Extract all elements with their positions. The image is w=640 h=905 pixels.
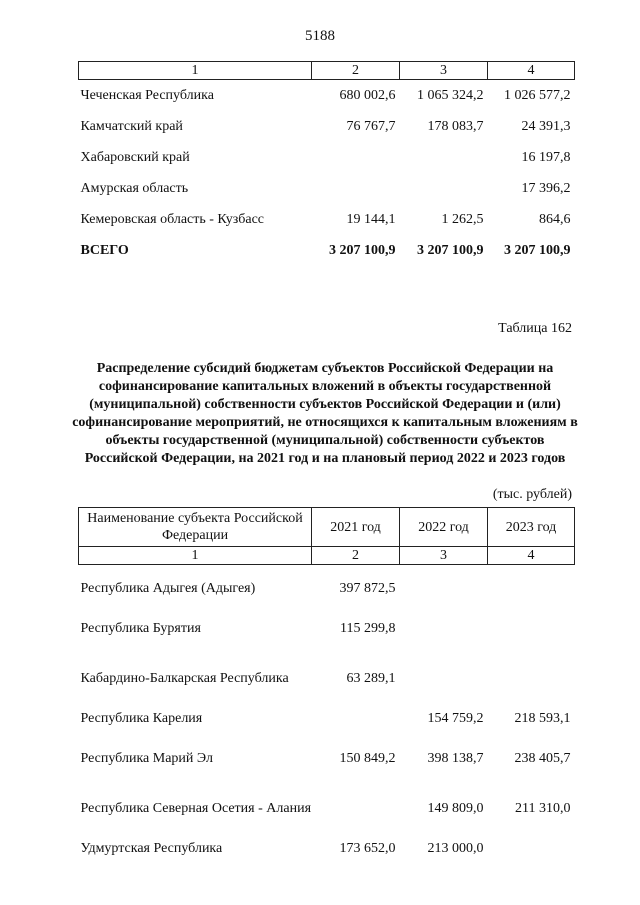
- value-2021: 173 652,0: [339, 841, 396, 856]
- page-number: 5188: [305, 28, 335, 44]
- value-2022: [400, 173, 488, 204]
- table-row: [79, 597, 575, 637]
- subsidy-table: [78, 507, 575, 857]
- value-2021: 680 002,6: [339, 87, 396, 103]
- region-name: Республика Адыгея (Адыгея): [80, 581, 256, 596]
- table-row: [79, 767, 575, 817]
- value-2023: 218 593,1: [514, 711, 571, 726]
- value-2022: [400, 637, 488, 687]
- value-2022: 178 083,7: [427, 118, 484, 134]
- column-index: 2: [312, 547, 400, 565]
- value-2021: 150 849,2: [339, 751, 396, 766]
- region-name: Кемеровская область - Кузбасс: [80, 211, 265, 227]
- region-name: Чеченская Республика: [80, 87, 214, 103]
- header-region: Наименование субъекта Российской Федерации: [79, 508, 312, 547]
- table-title: Распределение субсидий бюджетам субъектов Российской Федерации на софинансирование капитальных вложений в объекты государственной (муниципальной) собственности субъектов Российской Федерации и (или) софинансирование мероприятий, не относящихся к капитальным вложениям в объекты государственной (муниципальной) собственности субъектов Российской Федерации, на 2021 год и на плановый период 2022 и 2023 годов: [72, 361, 578, 466]
- value-2022: 149 809,0: [427, 801, 484, 816]
- total-row: [79, 235, 575, 266]
- value-2023: 24 391,3: [521, 118, 571, 134]
- region-name: Республика Марий Эл: [80, 751, 213, 766]
- column-index-row: [79, 62, 575, 80]
- table-row: [79, 727, 575, 767]
- table-row: [79, 204, 575, 235]
- column-index: 4: [488, 547, 575, 565]
- value-2022: 213 000,0: [427, 841, 484, 856]
- value-2023: 17 396,2: [521, 180, 571, 196]
- table-row: [79, 173, 575, 204]
- column-index: 3: [400, 62, 488, 80]
- value-2022: 398 138,7: [427, 751, 484, 766]
- header-2023: 2023 год: [488, 508, 575, 547]
- column-index: 2: [312, 62, 400, 80]
- value-2023: [488, 565, 575, 598]
- total-2021: 3 207 100,9: [329, 242, 396, 258]
- value-2021: [312, 173, 400, 204]
- table-row: [79, 687, 575, 727]
- region-name: Амурская область: [80, 180, 189, 196]
- region-name: Кабардино-Балкарская Республика: [80, 671, 289, 686]
- column-index: 3: [400, 547, 488, 565]
- value-2021: [312, 687, 400, 727]
- table-row: [79, 817, 575, 857]
- value-2023: 16 197,8: [521, 149, 571, 165]
- column-index: 4: [488, 62, 575, 80]
- column-index: 1: [79, 547, 312, 565]
- value-2022: 154 759,2: [427, 711, 484, 726]
- value-2022: [400, 142, 488, 173]
- value-2021: [312, 142, 400, 173]
- value-2021: 19 144,1: [346, 211, 396, 227]
- value-2023: [488, 637, 575, 687]
- total-2022: 3 207 100,9: [417, 242, 484, 258]
- value-2022: [400, 565, 488, 598]
- total-label: ВСЕГО: [80, 242, 129, 258]
- value-2023: 1 026 577,2: [504, 87, 571, 103]
- value-2021: 63 289,1: [346, 671, 396, 686]
- value-2023: [488, 597, 575, 637]
- header-2021: 2021 год: [312, 508, 400, 547]
- value-2022: 1 262,5: [441, 211, 484, 227]
- table-row: [79, 637, 575, 687]
- region-name: Республика Северная Осетия - Алания: [80, 801, 312, 816]
- table-row: [79, 111, 575, 142]
- value-2022: [400, 597, 488, 637]
- value-2021: 115 299,8: [340, 621, 396, 636]
- table-row: [79, 565, 575, 598]
- value-2023: 864,6: [539, 211, 571, 227]
- header-2022: 2022 год: [400, 508, 488, 547]
- continued-table: [78, 61, 575, 266]
- region-name: Республика Бурятия: [80, 621, 201, 636]
- value-2023: 211 310,0: [515, 801, 571, 816]
- table-row: [79, 142, 575, 173]
- region-name: Удмуртская Республика: [80, 841, 223, 856]
- table-number: Таблица 162: [498, 321, 572, 336]
- region-name: Хабаровский край: [80, 149, 190, 165]
- column-index: 1: [79, 62, 312, 80]
- value-2021: 76 767,7: [346, 118, 396, 134]
- table-row: [79, 80, 575, 112]
- value-2021: [312, 767, 400, 817]
- region-name: Республика Карелия: [80, 711, 203, 726]
- value-2023: 238 405,7: [514, 751, 571, 766]
- value-2021: 397 872,5: [339, 581, 396, 596]
- column-index-row: [79, 547, 575, 565]
- value-2023: [488, 817, 575, 857]
- value-2022: 1 065 324,2: [417, 87, 484, 103]
- unit-label: (тыс. рублей): [492, 487, 572, 502]
- region-name: Камчатский край: [80, 118, 183, 134]
- header-row: [79, 508, 575, 547]
- total-2023: 3 207 100,9: [504, 242, 571, 258]
